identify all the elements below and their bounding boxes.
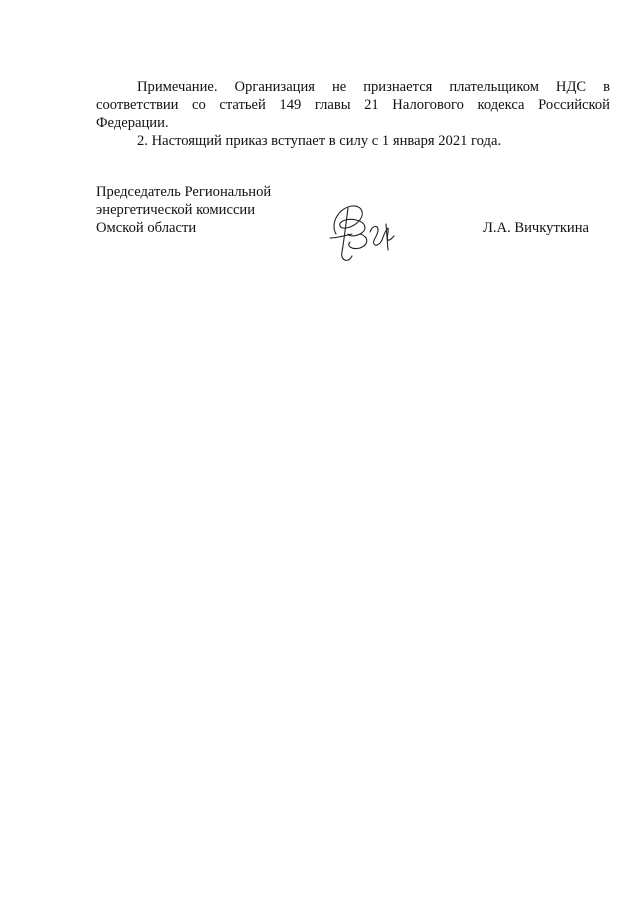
signatory-title-line-1: Председатель Региональной [96, 184, 272, 200]
note-line-2: соответствии со статьей 149 главы 21 Налогового кодекса Российской [96, 97, 610, 113]
signatory-title-line-3: Омской области [96, 220, 197, 236]
signatory-title [96, 183, 271, 237]
note-paragraph [96, 78, 610, 132]
note-line-1: Примечание. Организация не признается плательщиком НДС в [137, 79, 610, 95]
signatory-title-line-2: энергетической комиссии [96, 202, 256, 218]
order-item-2: 2. Настоящий приказ вступает в силу с 1 января 2021 года. [137, 133, 502, 149]
handwritten-signature [326, 194, 406, 269]
signatory-name: Л.А. Вичкуткина [483, 220, 590, 236]
note-line-3: Федерации. [96, 115, 169, 131]
